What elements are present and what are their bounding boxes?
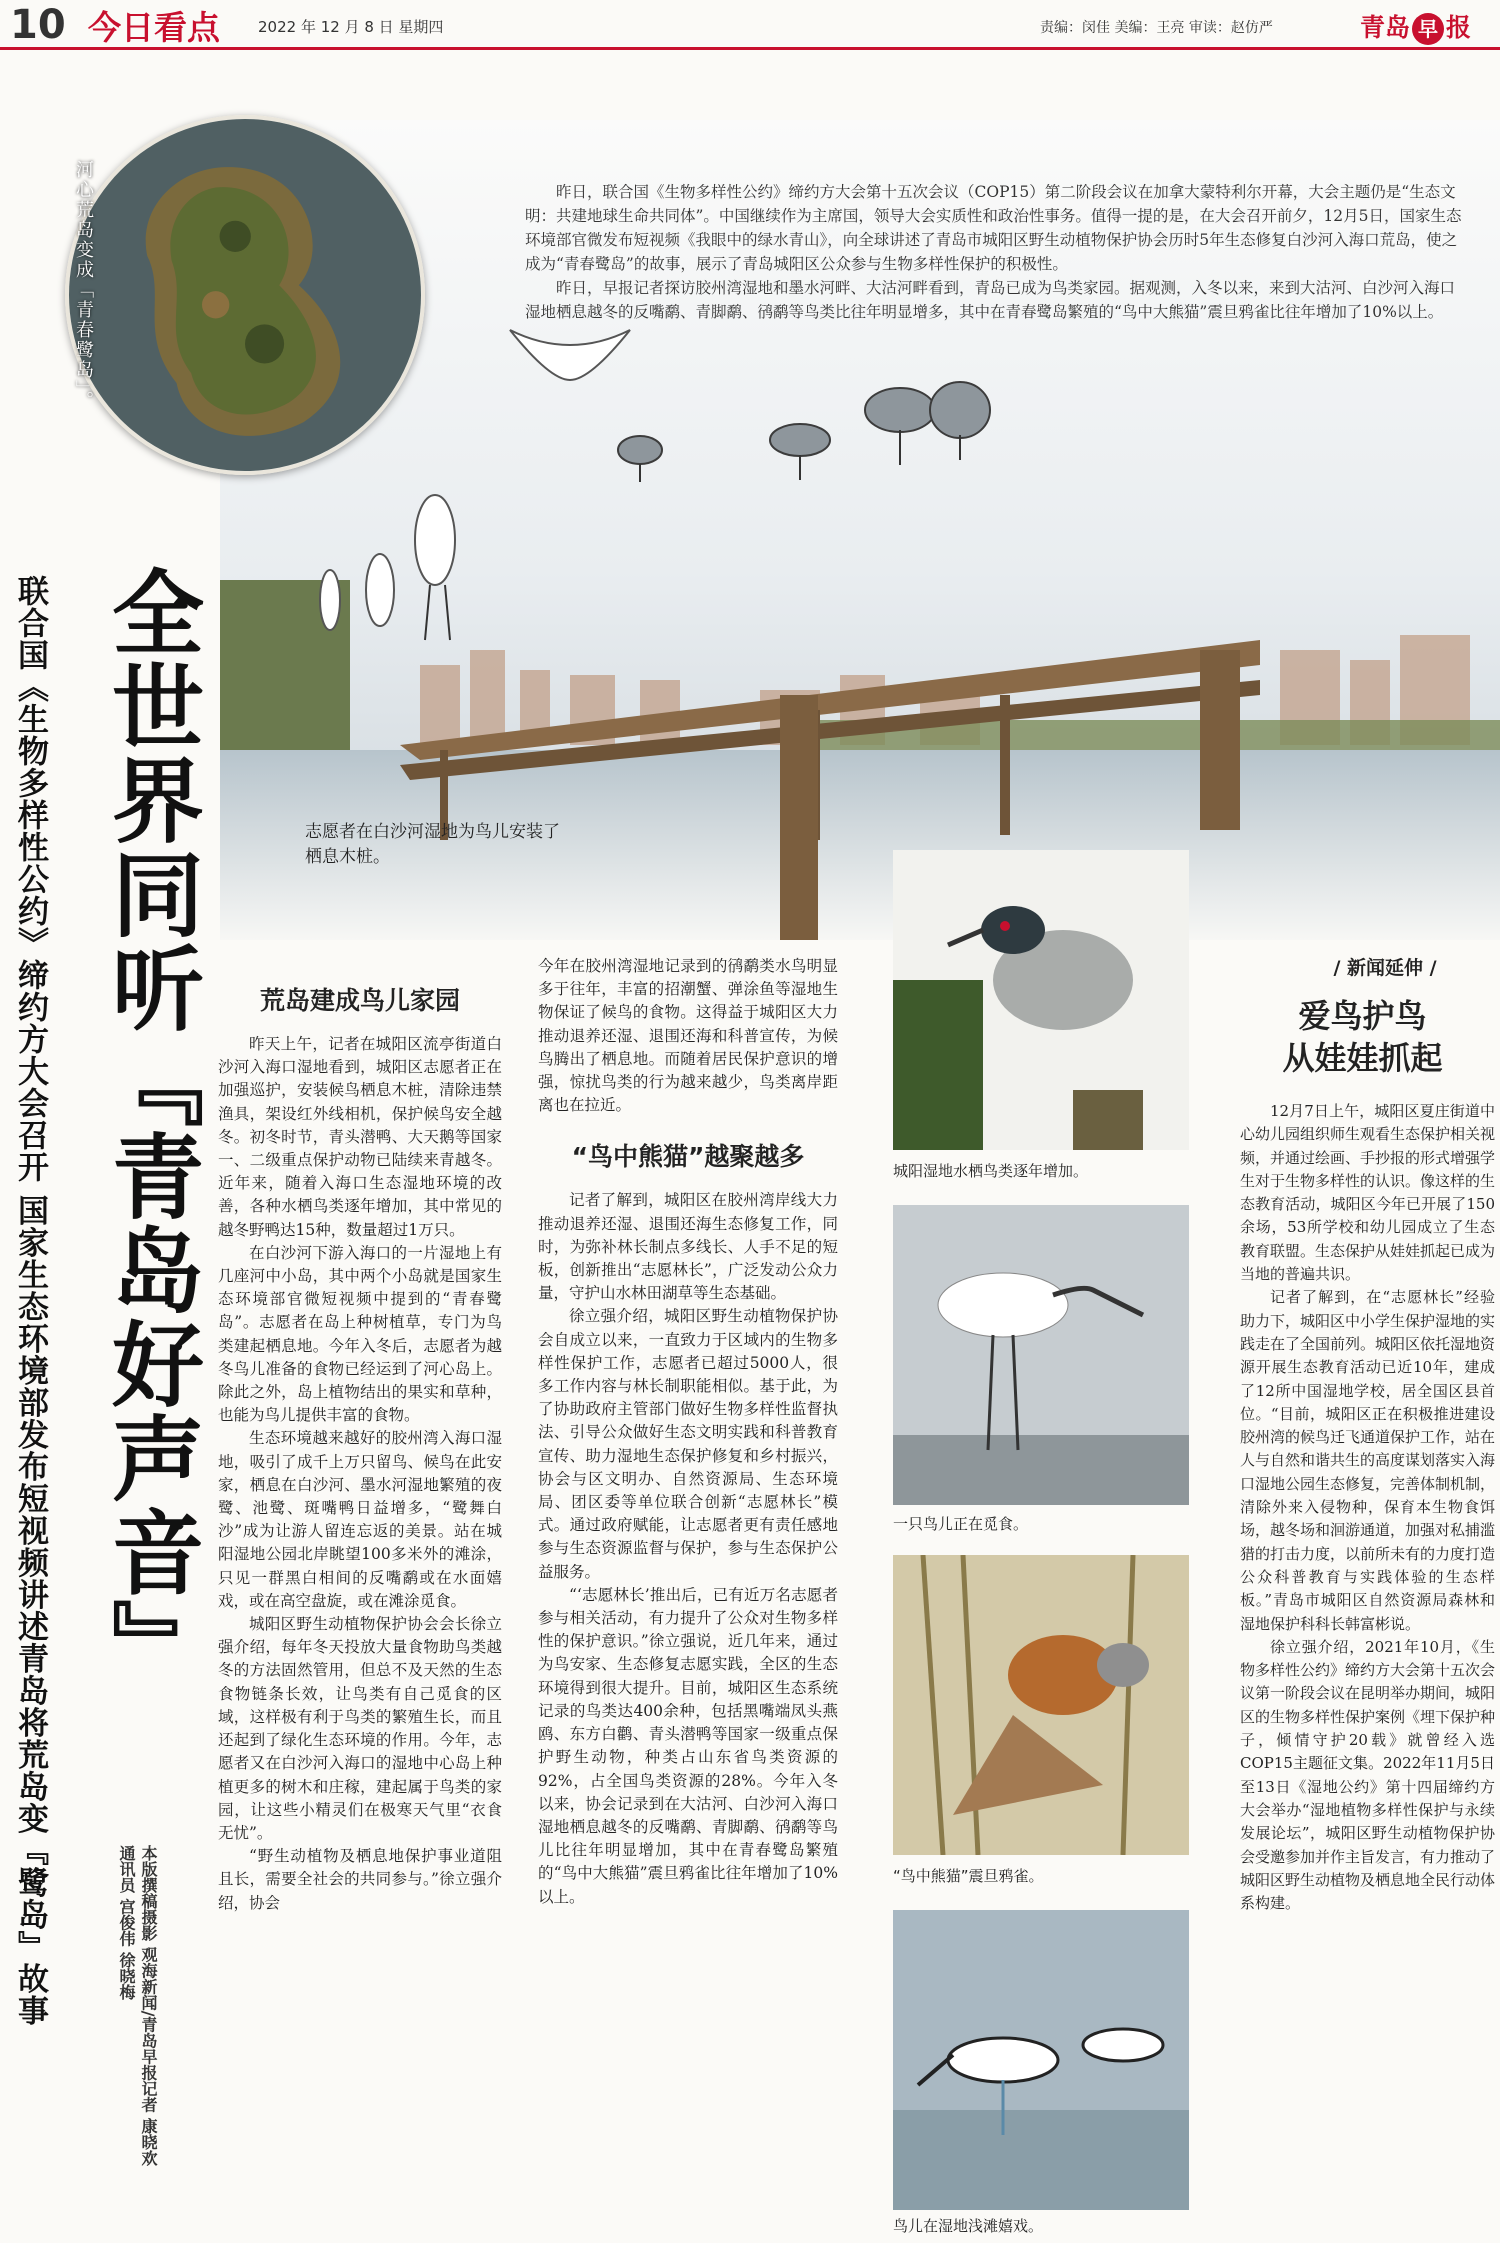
page-number: 10 [10,2,66,48]
photo-reed-parrotbill [893,1555,1189,1855]
page-header [0,0,1500,50]
lead-paragraph: 昨日，早报记者探访胶州湾湿地和墨水河畔、大沽河畔看到，青岛已成为鸟类家园。据观测，入冬以来，来到大沽河、白沙河入海口湿地栖息越冬的反嘴鹬、青脚鹬、鸻鹬等鸟类比往年明显增多，其中在青春鹭岛繁殖的“鸟中大熊猫”震旦鸦雀比往年增加了10%以上。 [525,279,1456,321]
island-aerial-photo [65,115,425,475]
section-name: 今日看点 [88,8,220,47]
section-heading: “鸟中熊猫”越聚越多 [571,1142,805,1172]
body-paragraph: 今年在胶州湾湿地记录到的鸻鹬类水鸟明显多于往年，丰富的招潮蟹、弹涂鱼等湿地生物保证了候鸟的食物。这得益于城阳区大力推动退养还湿、退围还海和科普宣传，为候鸟腾出了栖息地。而随着居民保护意识的增强，惊扰鸟类的行为越来越少，鸟类离岸距离也在拉近。 [538,957,838,1115]
article-column-2 [538,955,838,1909]
photo-night-heron [893,850,1189,1150]
body-paragraph: 昨天上午，记者在城阳区流亭街道白沙河入海口湿地看到，城阳区志愿者正在加强巡护，安装候鸟栖息木桩，清除违禁渔具，架设红外线相机，保护候鸟安全越冬。初冬时节，青头潜鸭、大天鹅等国家一、二级重点保护动物已陆续来青越冬。近年来，随着入海口生态湿地环境的改善，各种水栖鸟类逐年增加，其中常见的越冬野鸭达15种，数量超过1万只。 [218,1035,502,1239]
body-paragraph: 在白沙河下游入海口的一片湿地上有几座河中小岛，其中两个小岛就是国家生态环境部官微短视频中提到的“青春鹭岛”。志愿者在岛上种树植草，专门为鸟类建起栖息地。今年入冬后，志愿者为越冬鸟儿准备的食物已经运到了河心岛上。除此之外，岛上植物结出的果实和草种，也能为鸟儿提供丰富的食物。 [218,1243,502,1425]
sidebar-headline: 爱鸟护鸟 从娃娃抓起 [1282,997,1443,1077]
editor-credits: 责编：闵佳 美编：王亮 审读：赵仿严 [1040,20,1273,36]
lead-paragraph: 昨日，联合国《生物多样性公约》缔约方大会第十五次会议（COP15）第二阶段会议在加拿大蒙特利尔开幕，大会主题仍是“生态文明：共建地球生命共同体”。中国继续作为主席国，领导大会实质性和政治性事务。值得一提的是，在大会召开前夕，12月5日，国家生态环境部官微发布短视频《我眼中的绿水青山》，向全球讲述了青岛市城阳区野生动植物保护协会历时5年生态修复白沙河入海口荒岛，使之成为“青春鹭岛”的故事，展示了青岛城阳区公众参与生物多样性保护的积极性。 [525,183,1462,273]
sub-headline: 联合国《生物多样性公约》缔约方大会召开 国家生态环境部发布短视频讲述青岛将荒岛变『鹭岛』故事 [12,575,48,2027]
issue-date: 2022 年 12 月 8 日 星期四 [258,18,444,36]
island-caption: 河心荒岛变成「青春鹭岛」。 [73,160,94,411]
article-lead [525,180,1465,324]
photo-spoonbill [893,1205,1189,1505]
byline-correspondents: 通讯员 宫俊伟 徐晓梅 [117,1845,136,2001]
photo-caption: 城阳湿地水栖鸟类逐年增加。 [893,1162,1089,1180]
photo-avocets [893,1910,1189,2210]
section-heading: 荒岛建成鸟儿家园 [259,986,460,1015]
byline-reporters: 本版撰稿摄影 观海新闻/青岛早报记者 康晓欢 [139,1845,158,2166]
sidebar-article [1240,1100,1495,1915]
sidebar-tag: / 新闻延伸 / [1333,957,1437,979]
body-paragraph: 记者了解到，城阳区在胶州湾岸线大力推动退养还湿、退围还海生态修复工作，同时，为弥补林长制点多线长、人手不足的短板，创新推出“志愿林长”，广泛发动公众力量，守护山水林田湖草等生态基础。 [538,1191,838,1303]
body-paragraph: 徐立强介绍，2021年10月，《生物多样性公约》缔约方大会第十五次会议第一阶段会议在昆明举办期间，城阳区的生物多样性保护案例《埋下保护种子，倾情守护20载》就曾经入选COP15主题征文集。2022年11月5日至13日《湿地公约》第十四届缔约方大会举办“湿地植物多样性保护与永续发展论坛”，城阳区野生动植物保护协会受邀参加并作主旨发言，有力推动了城阳区野生动植物及栖息地全民行动体系构建。 [1240,1637,1496,1913]
body-paragraph: 生态环境越来越好的胶州湾入海口湿地，吸引了成千上万只留鸟、候鸟在此安家，栖息在白沙河、墨水河湿地繁殖的夜鹭、池鹭、斑嘴鸭日益增多，“鹭舞白沙”成为让游人留连忘返的美景。站在城阳湿地公园北岸眺望100多米外的滩涂，只见一群黑白相间的反嘴鹬或在水面嬉戏，或在高空盘旋，或在滩涂觅食。 [218,1429,502,1610]
photo-caption: “鸟中熊猫”震旦鸦雀。 [893,1867,1044,1885]
main-headline: 全世界同听『青岛好声音』 [97,565,205,1693]
newspaper-logo: 青岛 早 报 [1360,8,1471,45]
byline [115,1845,159,2243]
article-column-1 [218,975,502,1915]
hero-caption: 志愿者在白沙河湿地为鸟儿安装了栖息木桩。 [305,822,560,867]
body-paragraph: “‘志愿林长’推出后，已有近万名志愿者参与相关活动，有力提升了公众对生物多样性的保护意识。”徐立强说，近几年来，通过为鸟安家、生态修复志愿实践，全区的生态环境得到很大提升。目前，城阳区生态系统记录的鸟类达400余种，包括黑嘴端凤头燕鸥、东方白鹳、青头潜鸭等国家一级重点保护野生动物，种类占山东省鸟类资源的92%，占全国鸟类资源的28%。今年入冬以来，协会记录到在大沽河、白沙河入海口湿地栖息越冬的反嘴鹬、青脚鹬、鸻鹬等鸟儿比往年明显增加，其中在青春鹭岛繁殖的“鸟中大熊猫”震旦鸦雀比往年增加了10%以上。 [538,1585,838,1906]
body-paragraph: 记者了解到，在“志愿林长”经验助力下，城阳区中小学生保护湿地的实践走在了全国前列。城阳区依托湿地资源开展生态教育活动已近10年，建成了12所中国湿地学校，居全国区县首位。“目前，城阳区正在积极推进建设胶州湾的候鸟迁飞通道保护工作，站在人与自然和谐共生的高度谋划落实入海口湿地公园生态修复，完善体制机制，清除外来入侵物种，保育本生物食饵场，越冬场和洄游通道，加强对私捕滥猎的打击力度，以前所未有的力度打造公众科普教育与实践体验的生态样板。”青岛市城阳区自然资源局森林和湿地保护科科长韩富彬说。 [1240,1288,1496,1633]
body-paragraph: 城阳区野生动植物保护协会会长徐立强介绍，每年冬天投放大量食物助鸟类越冬的方法固然管用，但总不及天然的生态食物链条长效，让鸟类有自己觅食的区域，这样极有利于鸟类的繁殖生长，而且还起到了绿化生态环境的作用。今年，志愿者又在白沙河入海口的湿地中心岛上种植更多的树木和庄稼，建起属于鸟类的家园，让这些小精灵们在极寒天气里“衣食无忧”。 [218,1615,502,1842]
body-paragraph: “野生动植物及栖息地保护事业道阻且长，需要全社会的共同参与。”徐立强介绍，协会 [218,1847,502,1912]
photo-caption: 一只鸟儿正在觅食。 [893,1515,1029,1533]
body-paragraph: 12月7日上午，城阳区夏庄街道中心幼儿园组织师生观看生态保护相关视频，并通过绘画、手抄报的形式增强学生对于生物多样性的认识。像这样的生态教育活动，城阳区今年已开展了150余场，53所学校和幼儿园成立了生态教育联盟。生态保护从娃娃抓起已成为当地的普遍共识。 [1240,1102,1496,1284]
photo-caption: 鸟儿在湿地浅滩嬉戏。 [893,2217,1044,2235]
body-paragraph: 徐立强介绍，城阳区野生动植物保护协会自成立以来，一直致力于区域内的生物多样性保护工作，志愿者已超过5000人，很多工作内容与林长制职能相似。基于此，为了协助政府主管部门做好生物多样性监督执法、引导公众做好生态文明实践和科普教育宣传、助力湿地生态保护修复和乡村振兴，协会与区文明办、自然资源局、生态环境局、团区委等单位联合创新“志愿林长”模式。通过政府赋能，让志愿者更有责任感地参与生态资源监督与保护，参与生态保护公益服务。 [538,1307,838,1581]
